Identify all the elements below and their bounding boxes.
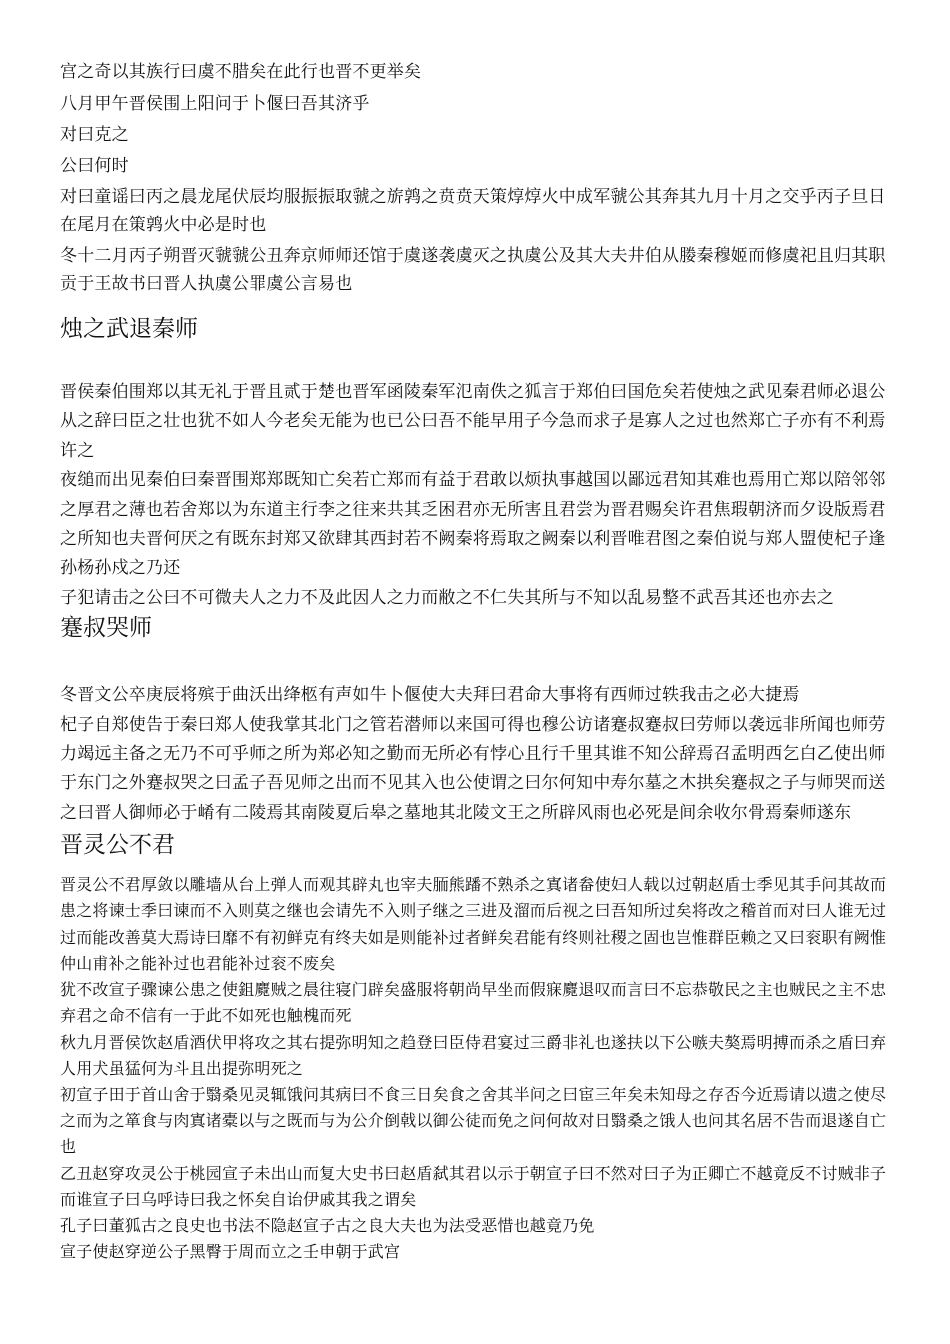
section-heading: 烛之武退秦师 bbox=[60, 316, 198, 342]
document-page bbox=[60, 58, 895, 1265]
paragraph: 冬晋文公卒庚辰将殡于曲沃出绛柩有声如牛卜偃使大夫拜曰君命大事将有西师过轶我击之必大捷焉 bbox=[60, 685, 800, 706]
paragraph: 乙丑赵穿攻灵公于桃园宣子未出山而复大史书曰赵盾弑其君以示于朝宣子曰不然对曰子为正卿亡不越竟反不讨贼非子而谁宣子曰乌呼诗曰我之怀矣自诒伊戚其我之谓矣 bbox=[60, 1163, 887, 1209]
section-1 bbox=[60, 58, 895, 298]
paragraph: 对曰克之 bbox=[60, 125, 129, 145]
section-4 bbox=[60, 830, 895, 1265]
paragraph: 晋灵公不君厚敛以雕墙从台上弹人而观其辟丸也宰夫胹熊蹯不熟杀之寘诸畚使妇人载以过朝赵盾士季见其手问其故而患之将谏士季曰谏而不入则莫之继也会请先不入则子继之三进及溜而后视之曰吾知所过矣将改之稽首而对曰人谁无过过而能改善莫大焉诗曰靡不有初鲜克有终夫如是则能补过者鲜矣君能有终则社稷之固也岂惟群臣赖之又曰衮职有阙惟仲山甫补之能补过也君能补过衮不废矣 bbox=[60, 875, 887, 973]
paragraph: 宣子使赵穿逆公子黑臀于周而立之壬申朝于武宫 bbox=[60, 1242, 401, 1262]
paragraph: 八月甲午晋侯围上阳问于卜偃曰吾其济乎 bbox=[60, 94, 370, 114]
paragraph: 杞子自郑使告于秦曰郑人使我掌其北门之管若潜师以来国可得也穆公访诸蹇叔蹇叔曰劳师以袭远非所闻也师劳力竭远主备之无乃不可乎师之所为郑必知之勤而无所必有悖心且行千里其谁不知公辞焉召孟明西乞白乙使出师于东门之外蹇叔哭之曰孟子吾见师之出而不见其入也公使谓之曰尔何知中寿尔墓之木拱矣蹇叔之子与师哭而送之曰晋人御师必于崤有二陵焉其南陵夏后皋之墓地其北陵文王之所辟风雨也必死是间余收尔骨焉秦师遂东 bbox=[60, 714, 886, 823]
section-heading: 蹇叔哭师 bbox=[60, 615, 152, 642]
paragraph: 子犯请击之公曰不可微夫人之力不及此因人之力而敝之不仁失其所与不知以乱易整不武吾其还也亦去之 bbox=[60, 587, 834, 608]
paragraph: 宫之奇以其族行曰虞不腊矣在此行也晋不更举矣 bbox=[60, 62, 422, 82]
section-heading: 晋灵公不君 bbox=[60, 832, 175, 859]
paragraph: 夜缒而出见秦伯曰秦晋围郑郑既知亡矣若亡郑而有益于君敢以烦执事越国以鄙远君知其难也焉用亡郑以陪邻邻之厚君之薄也若舍郑以为东道主行李之往来共其乏困君亦无所害且君尝为晋君赐矣许君焦瑕朝济而夕设版焉君之所知也夫晋何厌之有既东封郑又欲肆其西封若不阙秦将焉取之阙秦以利晋唯君图之秦伯说与郑人盟使杞子逢孙杨孙戍之乃还 bbox=[60, 470, 886, 579]
paragraph: 秋九月晋侯饮赵盾酒伏甲将攻之其右提弥明知之趋登曰臣侍君宴过三爵非礼也遂扶以下公嗾夫獒焉明搏而杀之盾曰弃人用犬虽猛何为斗且出提弥明死之 bbox=[60, 1032, 887, 1078]
section-3 bbox=[60, 613, 895, 828]
section-2 bbox=[60, 314, 895, 613]
paragraph: 对曰童谣曰丙之晨龙尾伏辰均服振振取虢之旂鹑之贲贲天策焞焞火中成军虢公其奔其九月十月之交乎丙子旦日在尾月在策鹑火中必是时也 bbox=[60, 187, 886, 235]
paragraph: 犹不改宣子骤谏公患之使鉏麑贼之晨往寝门辟矣盛服将朝尚早坐而假寐麑退叹而言曰不忘恭敬民之主也贼民之主不忠弃君之命不信有一于此不如死也触槐而死 bbox=[60, 980, 887, 1026]
paragraph: 初宣子田于首山舍于翳桑见灵辄饿问其病曰不食三日矣食之舍其半问之曰宦三年矣未知母之存否今近焉请以遗之使尽之而为之箪食与肉寘诸橐以与之既而与为公介倒戟以御公徒而免之问何故对日翳桑之饿人也问其名居不告而退遂自亡也 bbox=[60, 1084, 887, 1157]
paragraph: 晋侯秦伯围郑以其无礼于晋且贰于楚也晋军函陵秦军氾南佚之狐言于郑伯曰国危矣若使烛之武见秦君师必退公从之辞曰臣之壮也犹不如人今老矣无能为也已公曰吾不能早用子今急而求子是寡人之过也然郑亡子亦有不利焉许之 bbox=[60, 382, 886, 461]
paragraph: 公曰何时 bbox=[60, 156, 129, 176]
paragraph: 孔子曰董狐古之良史也书法不隐赵宣子古之良大夫也为法受恶惜也越竟乃免 bbox=[60, 1215, 595, 1235]
paragraph: 冬十二月丙子朔晋灭虢虢公丑奔京师师还馆于虞遂袭虞灭之执虞公及其大夫井伯从媵秦穆姬而修虞祀且归其职贡于王故书曰晋人执虞公罪虞公言易也 bbox=[60, 246, 886, 294]
